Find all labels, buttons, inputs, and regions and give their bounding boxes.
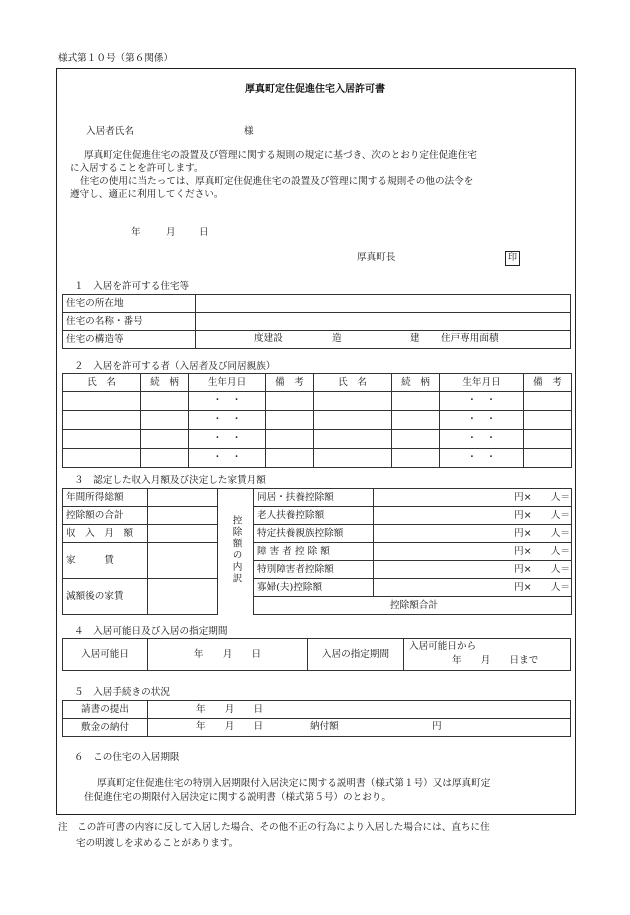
remarks-cell[interactable]: [266, 449, 314, 468]
name-cell[interactable]: [63, 449, 141, 468]
relation-cell[interactable]: [141, 430, 189, 449]
relation-cell[interactable]: [141, 411, 189, 430]
table-row: [63, 449, 572, 468]
deduction-label-6: 寡婦(夫)控除額: [254, 579, 374, 597]
seal-mark: 印: [505, 251, 520, 266]
date-month: 月: [166, 227, 176, 238]
table-row: [63, 313, 571, 331]
addressee-label: 入居者氏名: [86, 126, 134, 137]
birth-cell[interactable]: ・ ・: [440, 392, 524, 411]
deduction-label-5: 特別障害者控除額: [254, 561, 374, 579]
deduction-grand-total[interactable]: 控除額合計: [254, 597, 572, 615]
table-row: [63, 701, 571, 719]
deduction-label-3: 特定扶養親族控除額: [254, 525, 374, 543]
form-number: 様式第１０号（第６関係）: [58, 53, 174, 64]
section5-table: [62, 700, 571, 737]
section4-table: [62, 638, 571, 671]
paid-amount-label: 納付額: [310, 721, 339, 732]
location-field[interactable]: [196, 295, 571, 313]
body-para1-line2: に入居することを許可します。: [70, 163, 204, 174]
section3-heading: ３ 認定した収入月額及び決定した家賃月額: [74, 475, 266, 486]
header-birth-2: 生年月日: [440, 374, 524, 392]
birth-cell[interactable]: ・ ・: [189, 449, 266, 468]
period-from: 入居可能日から: [409, 641, 477, 652]
relation-cell[interactable]: [392, 411, 440, 430]
row-label-structure: 住宅の構造等: [63, 331, 196, 349]
body-para2-line1: 住宅の使用に当たっては、厚真町定住促進住宅の設置及び管理に関する規則その他の法令を: [80, 176, 474, 187]
header-name-1: 氏 名: [63, 374, 141, 392]
header-relation-2: 続 柄: [392, 374, 440, 392]
table-row: [63, 543, 572, 561]
yen-unit: 円: [432, 721, 442, 732]
document-title: 厚真町定住促進住宅入居許可書: [245, 84, 385, 95]
header-name-2: 氏 名: [314, 374, 392, 392]
name-cell[interactable]: [314, 430, 392, 449]
header-birth-1: 生年月日: [189, 374, 266, 392]
table-row: [63, 719, 571, 737]
section6-line1: 厚真町定住促進住宅の特別入居期限付入居決定に関する説明書（様式第１号）又は厚真町定: [97, 778, 491, 789]
birth-cell[interactable]: ・ ・: [440, 449, 524, 468]
table-row: [63, 331, 571, 349]
income-total-field[interactable]: [148, 489, 218, 507]
remarks-cell[interactable]: [266, 392, 314, 411]
deduction-total-label: 控除額の合計: [63, 507, 148, 525]
rent-label: 家 賃: [63, 543, 148, 579]
structure-zo: 造: [332, 333, 342, 344]
deduction-formula-6[interactable]: 円× 人＝: [374, 579, 572, 597]
header-remarks-2: 備 考: [524, 374, 572, 392]
relation-cell[interactable]: [392, 449, 440, 468]
table-row: [63, 639, 571, 671]
remarks-cell[interactable]: [266, 411, 314, 430]
table-row: [63, 295, 571, 313]
relation-cell[interactable]: [141, 392, 189, 411]
note-line2: 宅の明渡しを求めることがあります。: [76, 838, 239, 849]
deduction-formula-2[interactable]: 円× 人＝: [374, 507, 572, 525]
deduction-breakdown-text: 控除額の内訳: [230, 514, 242, 585]
name-cell[interactable]: [314, 449, 392, 468]
rent-field[interactable]: [148, 543, 218, 579]
deduction-label-2: 老人扶養控除額: [254, 507, 374, 525]
birth-cell[interactable]: ・ ・: [440, 430, 524, 449]
table-row: [63, 392, 572, 411]
deposit-label: 敷金の納付: [63, 719, 148, 737]
table-row: [63, 579, 572, 597]
possible-date-label: 入居可能日: [63, 639, 148, 671]
section6-line2: 住促進住宅の期限付入居決定に関する説明書（様式第５号）のとおり。: [84, 792, 391, 803]
name-cell[interactable]: [63, 411, 141, 430]
header-relation-1: 続 柄: [141, 374, 189, 392]
date-day: 日: [199, 227, 209, 238]
remarks-cell[interactable]: [266, 430, 314, 449]
name-cell[interactable]: [314, 411, 392, 430]
birth-cell[interactable]: ・ ・: [189, 430, 266, 449]
remarks-cell[interactable]: [524, 430, 572, 449]
deduction-breakdown-label: [218, 489, 254, 615]
birth-cell[interactable]: ・ ・: [189, 392, 266, 411]
issuer-name: 厚真町長: [357, 252, 396, 263]
table-row: [63, 489, 572, 507]
row-label-location: 住宅の所在地: [63, 295, 196, 313]
deposit-date: 年 月 日: [196, 721, 264, 732]
income-total-label: 年間所得総額: [63, 489, 148, 507]
section4-heading: ４ 入居可能日及び入居の指定期間: [74, 626, 228, 637]
possible-date-field[interactable]: 年 月 日: [148, 639, 308, 671]
period-field[interactable]: [404, 639, 571, 671]
monthly-income-label: 収 入 月 額: [63, 525, 148, 543]
deduction-formula-4[interactable]: 円× 人＝: [374, 543, 572, 561]
deduction-formula-3[interactable]: 円× 人＝: [374, 525, 572, 543]
relation-cell[interactable]: [392, 392, 440, 411]
name-cell[interactable]: [314, 392, 392, 411]
section3-table: [62, 488, 572, 615]
name-cell[interactable]: [63, 392, 141, 411]
table-row: [63, 430, 572, 449]
structure-field[interactable]: [196, 331, 571, 349]
table-row: [63, 525, 572, 543]
table-row: [63, 411, 572, 430]
name-number-field[interactable]: [196, 313, 571, 331]
period-until: 年 月 日まで: [452, 655, 539, 666]
structure-area: 住戸専用面積: [441, 333, 499, 344]
monthly-income-field[interactable]: [148, 525, 218, 543]
section5-heading: ５ 入居手続きの状況: [74, 687, 170, 698]
table-row: [63, 507, 572, 525]
birth-cell[interactable]: ・ ・: [189, 411, 266, 430]
header-remarks-1: 備 考: [266, 374, 314, 392]
period-label: 入居の指定期間: [308, 639, 404, 671]
section1-heading: １ 入居を許可する住宅等: [74, 281, 190, 292]
remarks-cell[interactable]: [524, 411, 572, 430]
section2-table: [62, 373, 572, 468]
structure-ken: 建: [410, 333, 420, 344]
relation-cell[interactable]: [141, 449, 189, 468]
body-para1-line1: 厚真町定住促進住宅の設置及び管理に関する規則の規定に基づき、次のとおり定住促進住宅: [84, 150, 477, 161]
note-line1: 注 この許可書の内容に反して入居した場合、その他不正の行為により入居した場合には、直ちに住: [58, 822, 490, 833]
relation-cell[interactable]: [392, 430, 440, 449]
remarks-cell[interactable]: [524, 449, 572, 468]
name-cell[interactable]: [63, 430, 141, 449]
reduced-rent-field[interactable]: [148, 579, 218, 615]
row-label-name: 住宅の名称・番号: [63, 313, 196, 331]
structure-built: 度建設: [254, 333, 283, 344]
body-para2-line2: 遵守し、適正に利用してください。: [70, 189, 224, 200]
reduced-rent-label: 減額後の家賃: [63, 579, 148, 615]
deduction-label-1: 同居・扶養控除額: [254, 489, 374, 507]
deduction-total-field[interactable]: [148, 507, 218, 525]
birth-cell[interactable]: ・ ・: [440, 411, 524, 430]
deduction-formula-1[interactable]: 円× 人＝: [374, 489, 572, 507]
pledge-label: 請書の提出: [63, 701, 148, 719]
addressee-suffix: 様: [244, 126, 254, 137]
deduction-formula-5[interactable]: 円× 人＝: [374, 561, 572, 579]
deposit-field[interactable]: [148, 719, 571, 737]
section2-heading: ２ 入居を許可する者（入居者及び同居親族）: [74, 361, 276, 372]
pledge-date-field[interactable]: 年 月 日: [148, 701, 571, 719]
section1-table: [62, 294, 571, 349]
remarks-cell[interactable]: [524, 392, 572, 411]
date-year: 年: [131, 227, 141, 238]
table-header-row: [63, 374, 572, 392]
section6-heading: ６ この住宅の入居期限: [74, 752, 180, 763]
deduction-label-4: 障 害 者 控 除 額: [254, 543, 374, 561]
